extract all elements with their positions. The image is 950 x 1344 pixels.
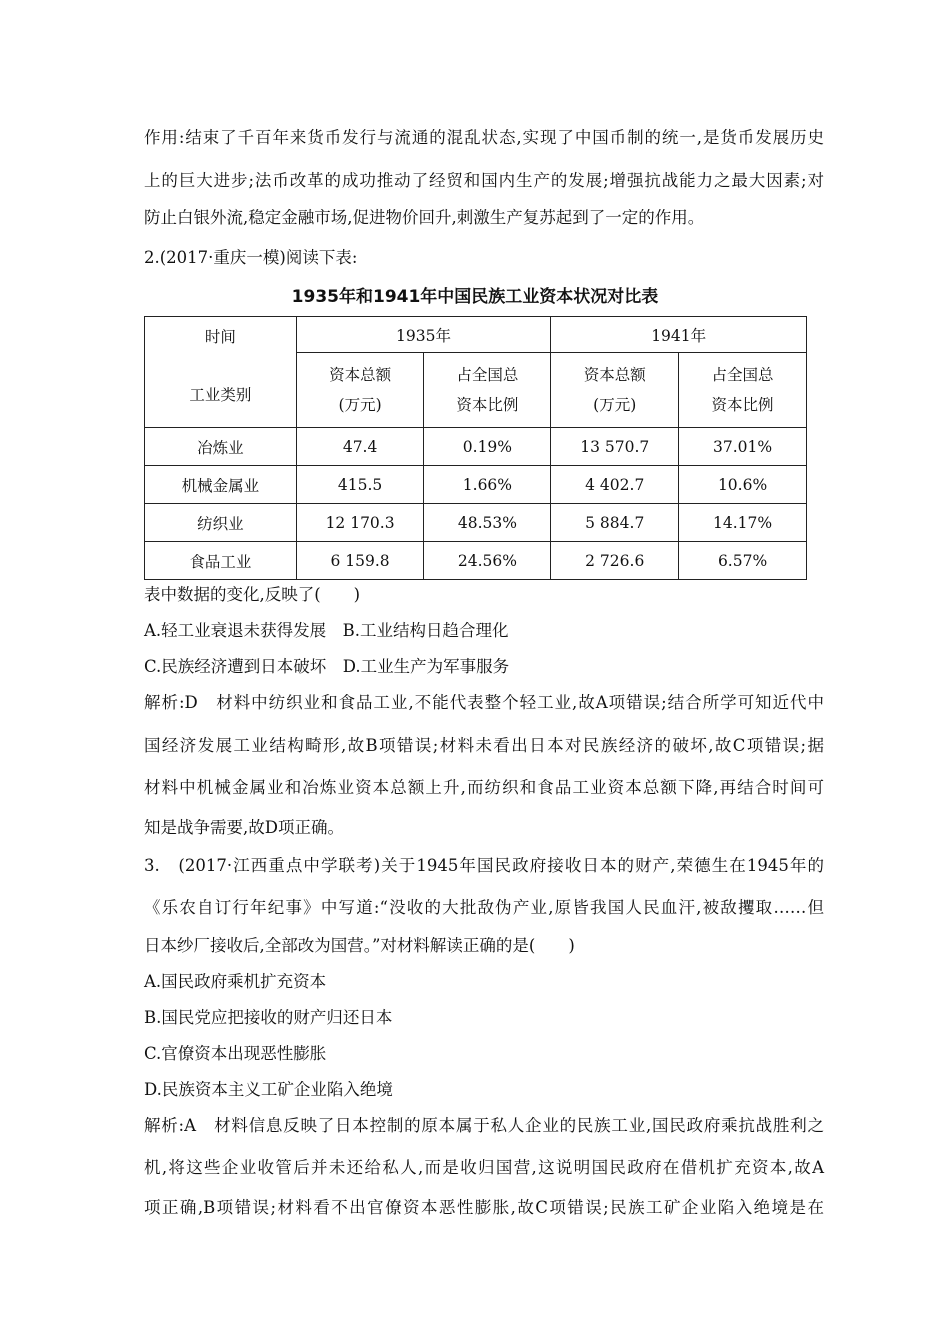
analysis-line: 机,将这些企业收管后并未还给私人,而是收归国营,这说明国民政府在借机扩充资本,故A	[144, 1158, 824, 1177]
table-row	[145, 542, 807, 580]
subheader-capital-line1: 资本总额	[329, 366, 392, 384]
subheader-capital-line2: (万元)	[593, 396, 637, 414]
header-category: 工业类别	[189, 386, 252, 404]
table-row	[145, 504, 807, 542]
row-capital-1935: 415.5	[296, 466, 424, 504]
question-3-stem-line: 日本纱厂接收后,全部改为国营。”对材料解读正确的是( )	[144, 936, 575, 955]
row-capital-1941: 4 402.7	[551, 466, 679, 504]
subheader-capital-line2: (万元)	[338, 396, 382, 414]
row-industry-name: 纺织业	[145, 504, 297, 542]
analysis-line: 国经济发展工业结构畸形,故B项错误;材料未看出日本对民族经济的破坏,故C项错误;据	[144, 736, 824, 755]
table-row	[145, 466, 807, 504]
question-3-option: A.国民政府乘机扩充资本	[144, 972, 327, 991]
question-2-options-cd: C.民族经济遭到日本破坏 D.工业生产为军事服务	[144, 657, 510, 676]
header-time: 时间	[204, 328, 236, 346]
row-ratio-1941: 10.6%	[679, 466, 807, 504]
row-ratio-1935: 1.66%	[424, 466, 551, 504]
header-year-1935: 1935年	[296, 317, 551, 353]
question-2-stem: 2.(2017·重庆一模)阅读下表:	[144, 248, 358, 267]
row-ratio-1935: 24.56%	[424, 542, 551, 580]
row-industry-name: 冶炼业	[145, 428, 297, 466]
capital-table	[144, 316, 807, 580]
row-capital-1935: 12 170.3	[296, 504, 424, 542]
header-year-1941: 1941年	[551, 317, 807, 353]
row-capital-1935: 47.4	[296, 428, 424, 466]
analysis-line: 解析:D 材料中纺织业和食品工业,不能代表整个轻工业,故A项错误;结合所学可知近代中	[144, 693, 824, 712]
subheader-ratio-line1: 占全国总	[456, 366, 519, 384]
row-ratio-1941: 6.57%	[679, 542, 807, 580]
row-ratio-1935: 0.19%	[424, 428, 551, 466]
table-title: 1935年和1941年中国民族工业资本状况对比表	[291, 287, 659, 307]
question-3-option: B.国民党应把接收的财产归还日本	[144, 1008, 393, 1027]
subheader-capital-1935	[296, 353, 424, 428]
question-3-option: C.官僚资本出现恶性膨胀	[144, 1044, 327, 1063]
row-capital-1941: 5 884.7	[551, 504, 679, 542]
subheader-ratio-line2: 资本比例	[456, 396, 519, 414]
row-capital-1941: 2 726.6	[551, 542, 679, 580]
question-3-stem-line: 《乐农自订行年纪事》中写道:“没收的大批敌伪产业,原皆我国人民血汗,被敌攫取……但	[144, 898, 824, 917]
row-ratio-1941: 14.17%	[679, 504, 807, 542]
subheader-ratio-line1: 占全国总	[711, 366, 774, 384]
row-capital-1941: 13 570.7	[551, 428, 679, 466]
analysis-line: 材料中机械金属业和冶炼业资本总额上升,而纺织和食品工业资本总额下降,再结合时间可	[144, 778, 824, 797]
subheader-ratio-1935	[424, 353, 551, 428]
subheader-capital-line1: 资本总额	[583, 366, 646, 384]
table-row	[145, 428, 807, 466]
subheader-capital-1941	[551, 353, 679, 428]
question-3-option: D.民族资本主义工矿企业陷入绝境	[144, 1080, 393, 1099]
analysis-line: 知是战争需要,故D项正确。	[144, 818, 344, 837]
row-industry-name: 机械金属业	[145, 466, 297, 504]
row-industry-name: 食品工业	[145, 542, 297, 580]
question-3-stem-line: 3. (2017·江西重点中学联考)关于1945年国民政府接收日本的财产,荣德生在1945年的	[144, 856, 824, 875]
paragraph-line: 上的巨大进步;法币改革的成功推动了经贸和国内生产的发展;增强抗战能力之最大因素;对	[144, 171, 824, 190]
subheader-ratio-1941	[679, 353, 807, 428]
table-header-row	[145, 317, 807, 353]
question-2-prompt: 表中数据的变化,反映了( )	[144, 585, 361, 604]
subheader-ratio-line2: 资本比例	[711, 396, 774, 414]
row-ratio-1941: 37.01%	[679, 428, 807, 466]
analysis-line: 解析:A 材料信息反映了日本控制的原本属于私人企业的民族工业,国民政府乘抗战胜利之	[144, 1116, 824, 1135]
analysis-line: 项正确,B项错误;材料看不出官僚资本恶性膨胀,故C项错误;民族工矿企业陷入绝境是在	[144, 1198, 824, 1217]
header-corner-cell	[145, 317, 297, 428]
question-2-options-ab: A.轻工业衰退未获得发展 B.工业结构日趋合理化	[144, 621, 509, 640]
paragraph-line: 防止白银外流,稳定金融市场,促进物价回升,刺激生产复苏起到了一定的作用。	[144, 208, 705, 227]
paragraph-line: 作用:结束了千百年来货币发行与流通的混乱状态,实现了中国币制的统一,是货币发展历史	[144, 128, 824, 147]
row-capital-1935: 6 159.8	[296, 542, 424, 580]
row-ratio-1935: 48.53%	[424, 504, 551, 542]
